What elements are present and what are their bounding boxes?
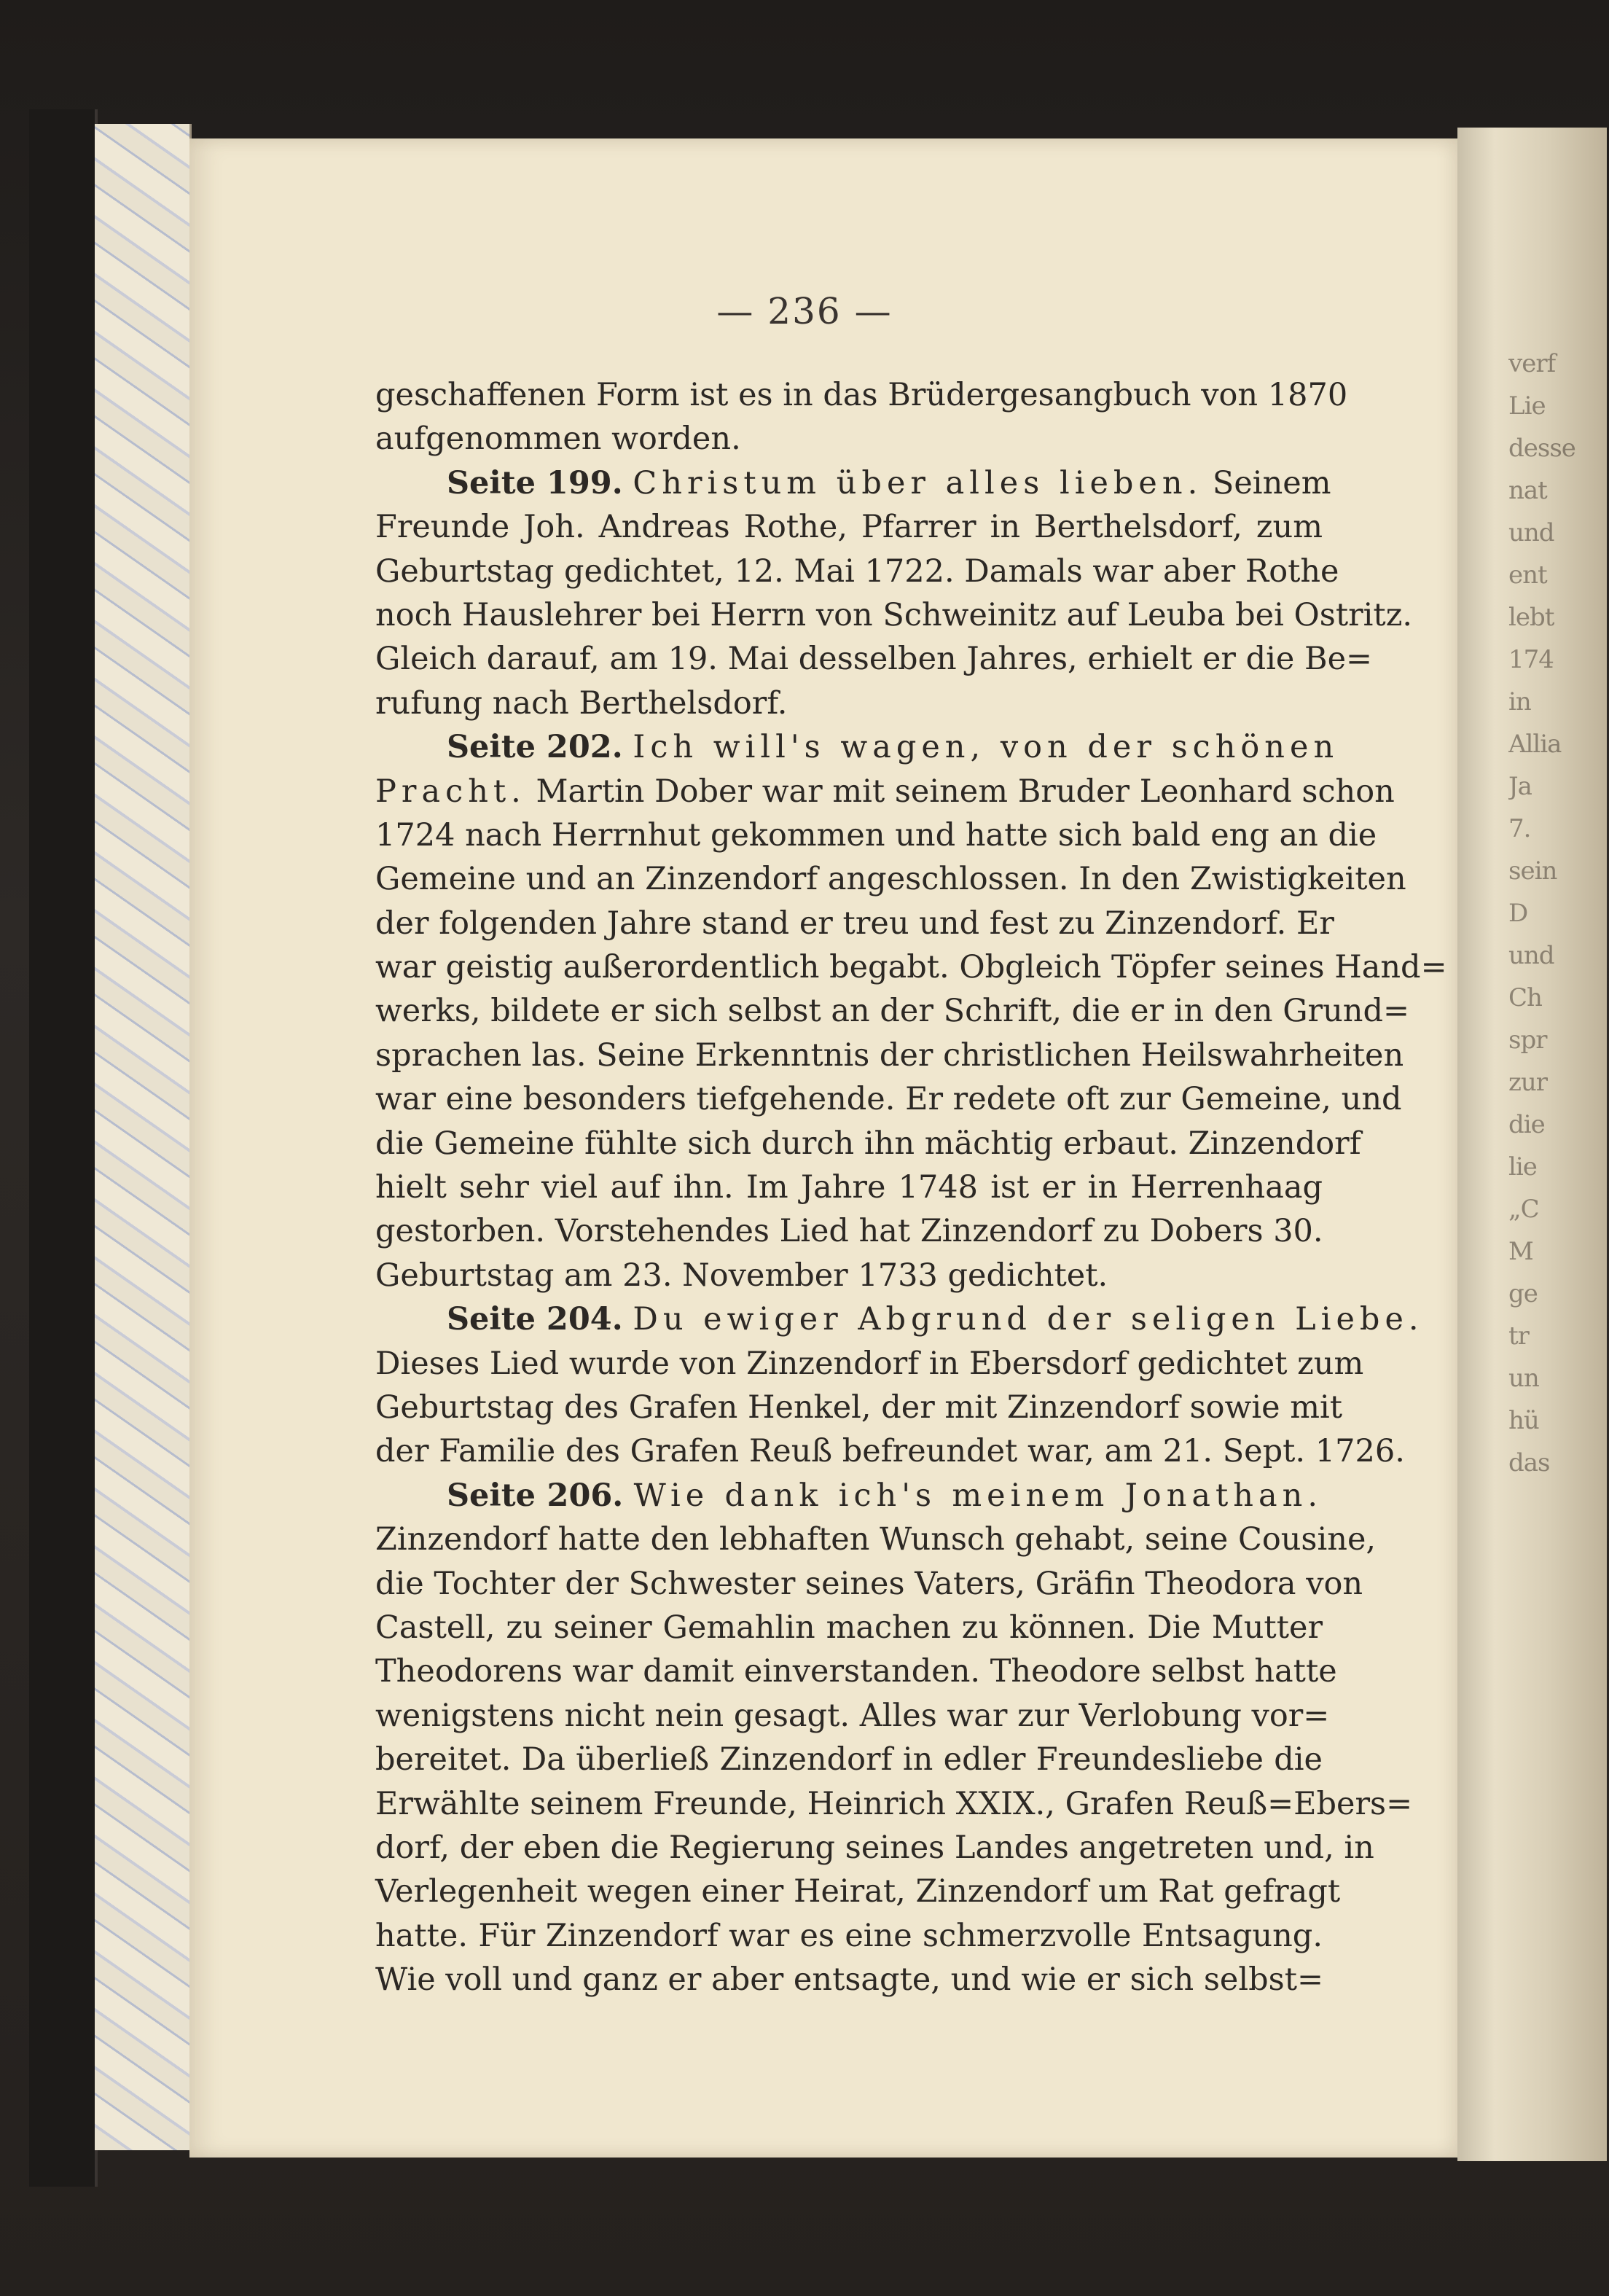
text-line: wenigstens nicht nein gesagt. Alles war zur Verlobung vor= (375, 1697, 1330, 1734)
text-line: Geburtstag des Grafen Henkel, der mit Zinzendorf sowie mit (375, 1389, 1343, 1426)
text-line: 1724 nach Herrnhut gekommen und hatte sich bald eng an die (375, 816, 1377, 854)
text-line: Freunde Joh. Andreas Rothe, Pfarrer in Berthelsdorf, zum (375, 509, 1323, 546)
text-line: war eine besonders tiefgehende. Er redete oft zur Gemeine, und (375, 1081, 1402, 1118)
text-line: werks, bildete er sich selbst an der Schrift, die er in den Grund= (375, 993, 1410, 1030)
text-fragment: Seinem (1212, 464, 1331, 501)
text-line: Gleich darauf, am 19. Mai desselben Jahres, erhielt er die Be= (375, 641, 1373, 678)
text-line: gestorben. Vorstehendes Lied hat Zinzendorf zu Dobers 30. (375, 1213, 1323, 1250)
page-number: — 236 — (716, 290, 893, 332)
text-line: Verlegenheit wegen einer Heirat, Zinzendorf um Rat gefragt (375, 1873, 1341, 1910)
book-cover-edge (29, 109, 98, 2187)
text-line: rufung nach Berthelsdorf. (375, 684, 788, 722)
entry-seite-206 (375, 1474, 1323, 1518)
text-line: geschaffenen Form ist es in das Brüdergesangbuch von 1870 (375, 377, 1348, 413)
hymn-title: Du ewiger Abgrund der seligen Liebe. (633, 1301, 1424, 1338)
entry-seite-199 (375, 461, 1331, 505)
text-line (375, 770, 1395, 813)
text-line: war geistig außerordentlich begabt. Obgleich Töpfer seines Hand= (375, 949, 1447, 986)
entry-heading: Seite 204. (447, 1301, 623, 1338)
entry-seite-202 (375, 725, 1339, 769)
entry-heading: Seite 202. (447, 729, 623, 766)
text-line: Dieses Lied wurde von Zinzendorf in Ebersdorf gedichtet zum (375, 1345, 1364, 1382)
text-line: Gemeine und an Zinzendorf angeschlossen. In den Zwistigkeiten (375, 861, 1406, 898)
entry-seite-204 (375, 1297, 1424, 1341)
text-line: hatte. Für Zinzendorf war es eine schmerzvolle Entsagung. (375, 1917, 1323, 1954)
text-line: bereitet. Da überließ Zinzendorf in edler Freundesliebe die (375, 1741, 1323, 1778)
text-line: Wie voll und ganz er aber entsagte, und wie er sich selbst= (375, 1961, 1324, 1999)
text-line: die Gemeine fühlte sich durch ihn mächtig erbaut. Zinzendorf (375, 1125, 1361, 1162)
facing-page-text: verf Lie desse nat und ent lebt 174 in Allia Ja 7. sein D und Ch spr zur die lie „C M ge tr un hü das (1508, 349, 1575, 1477)
text-line: der Familie des Grafen Reuß befreundet war, am 21. Sept. 1726. (375, 1433, 1405, 1470)
body-text (375, 373, 1447, 2002)
text-line: Theodorens war damit einverstanden. Theodore selbst hatte (375, 1653, 1337, 1690)
entry-heading: Seite 199. (447, 464, 623, 501)
text-line: Geburtstag am 23. November 1733 gedichtet. (375, 1257, 1108, 1294)
marbled-endpaper (95, 124, 192, 2150)
text-line: dorf, der eben die Regierung seines Landes angetreten und, in (375, 1829, 1374, 1866)
text-line: noch Hauslehrer bei Herrn von Schweinitz auf Leuba bei Ostritz. (375, 596, 1413, 633)
hymn-title: Ich will's wagen, von der schönen (633, 729, 1339, 766)
entry-heading: Seite 206. (447, 1477, 624, 1514)
text-line: die Tochter der Schwester seines Vaters, Gräfin Theodora von (375, 1565, 1363, 1602)
text-line: aufgenommen worden. (375, 421, 741, 458)
text-line: sprachen las. Seine Erkenntnis der christlichen Heilswahrheiten (375, 1036, 1404, 1074)
text-fragment: Martin Dober war mit seinem Bruder Leonhard schon (536, 773, 1395, 810)
text-line: Erwählte seinem Freunde, Heinrich XXIX., Grafen Reuß=Ebers= (375, 1785, 1413, 1822)
text-line: der folgenden Jahre stand er treu und fest zu Zinzendorf. Er (375, 905, 1334, 942)
hymn-title: Christum über alles lieben. (633, 464, 1203, 501)
text-line: Geburtstag gedichtet, 12. Mai 1722. Damals war aber Rothe (375, 552, 1339, 590)
text-line: hielt sehr viel auf ihn. Im Jahre 1748 ist er in Herrenhaag (375, 1169, 1323, 1206)
text-line: Zinzendorf hatte den lebhaften Wunsch gehabt, seine Cousine, (375, 1521, 1377, 1558)
hymn-title: Wie dank ich's meinem Jonathan. (633, 1477, 1323, 1514)
hymn-title-continued: Pracht. (375, 773, 526, 810)
text-line: Castell, zu seiner Gemahlin machen zu können. Die Mutter (375, 1609, 1323, 1646)
